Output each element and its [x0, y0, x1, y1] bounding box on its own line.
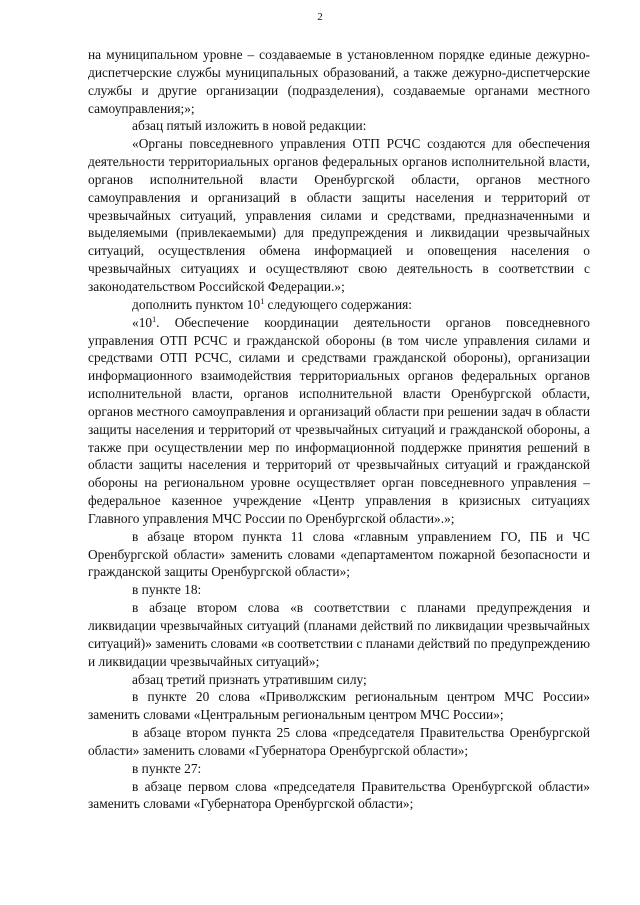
document-body — [88, 46, 590, 813]
paragraph-text: следующего содержания: — [264, 296, 413, 312]
paragraph-instruction: в пункте 18: — [132, 582, 202, 598]
paragraph-quoted-text: «Органы повседневного управления ОТП РСЧС создаются для обеспечения деятельности территориальных органов федеральных органов исполнительной власти, органов исполнительной власти Оренбургской области, органов местного самоуправления и организаций в области защиты населения и территорий от чрезвычайных ситуаций, управления силами и средствами, предназначенными и выделяемыми (привлекаемыми) для предупреждения и ликвидации чрезвычайных ситуаций, осуществления обмена информацией и оповещения населения о чрезвычайных ситуациях и осуществляют свою деятельность в соответствии с законодательством Российской Федерации.»; — [88, 136, 590, 294]
paragraph-instruction: в абзаце втором пункта 11 слова «главным управлением ГО, ПБ и ЧС Оренбургской области» заменить словами «департаментом пожарной безопасности и гражданской защиты Оренбургской области»; — [88, 528, 590, 580]
superscript: 1 — [152, 314, 157, 324]
paragraph-instruction — [88, 296, 590, 314]
paragraph-instruction: абзац пятый изложить в новой редакции: — [132, 118, 367, 134]
paragraph-instruction: в пункте 27: — [132, 760, 202, 776]
paragraph-instruction: в абзаце втором слова «в соответствии с планами предупреждения и ликвидации чрезвычайных ситуаций (планами действий по ликвидации чрезвычайных ситуаций)» заменить словами «в соответствии с планами действий по предупреждению и ликвидации чрезвычайных ситуаций»; — [88, 600, 590, 669]
page-number: 2 — [317, 11, 323, 23]
paragraph-continuation: на муниципальном уровне – создаваемые в установленном порядке единые дежурно-диспетчерские службы муниципальных образований, а также дежурно-диспетчерские службы и другие организации (подразделения), создаваемые органами местного самоуправления;»; — [88, 47, 590, 116]
paragraph-instruction: в абзаце втором пункта 25 слова «председателя Правительства Оренбургской области» заменить словами «Губернатора Оренбургской области»; — [88, 725, 590, 758]
paragraph-text: «10 — [132, 314, 153, 330]
paragraph-text: . Обеспечение координации деятельности органов повседневного управления ОТП РСЧС и гражданской обороны (в том числе управления силами и средствами ОТП РСЧС, силами и средствами гражданской обороны), организации информационного взаимодействия территориальных органов федеральных органов исполнительной власти, органов исполнительной власти Оренбургской области, органов местного самоуправления и организаций области при решении задач в области защиты населения и территорий от чрезвычайных ситуаций и гражданской обороны, а также при осуществлении мер по информационной поддержке принятия решений в области защиты населения и территорий от чрезвычайных ситуаций и гражданской обороны на региональном уровне осуществляет орган повседневного управления – федеральное казенное учреждение «Центр управления в кризисных ситуациях Главного управления МЧС России по Оренбургской области».»; — [88, 314, 590, 526]
paragraph-instruction: абзац третий признать утратившим силу; — [132, 671, 367, 687]
superscript: 1 — [260, 296, 265, 306]
paragraph-instruction: в абзаце первом слова «председателя Правительства Оренбургской области» заменить словами «Губернатора Оренбургской области»; — [88, 778, 590, 812]
paragraph-quoted-text — [88, 314, 590, 528]
paragraph-instruction: в пункте 20 слова «Приволжским региональным центром МЧС России» заменить словами «Центральным региональным центром МЧС России»; — [88, 689, 590, 723]
paragraph-text: дополнить пунктом 10 — [132, 296, 261, 312]
